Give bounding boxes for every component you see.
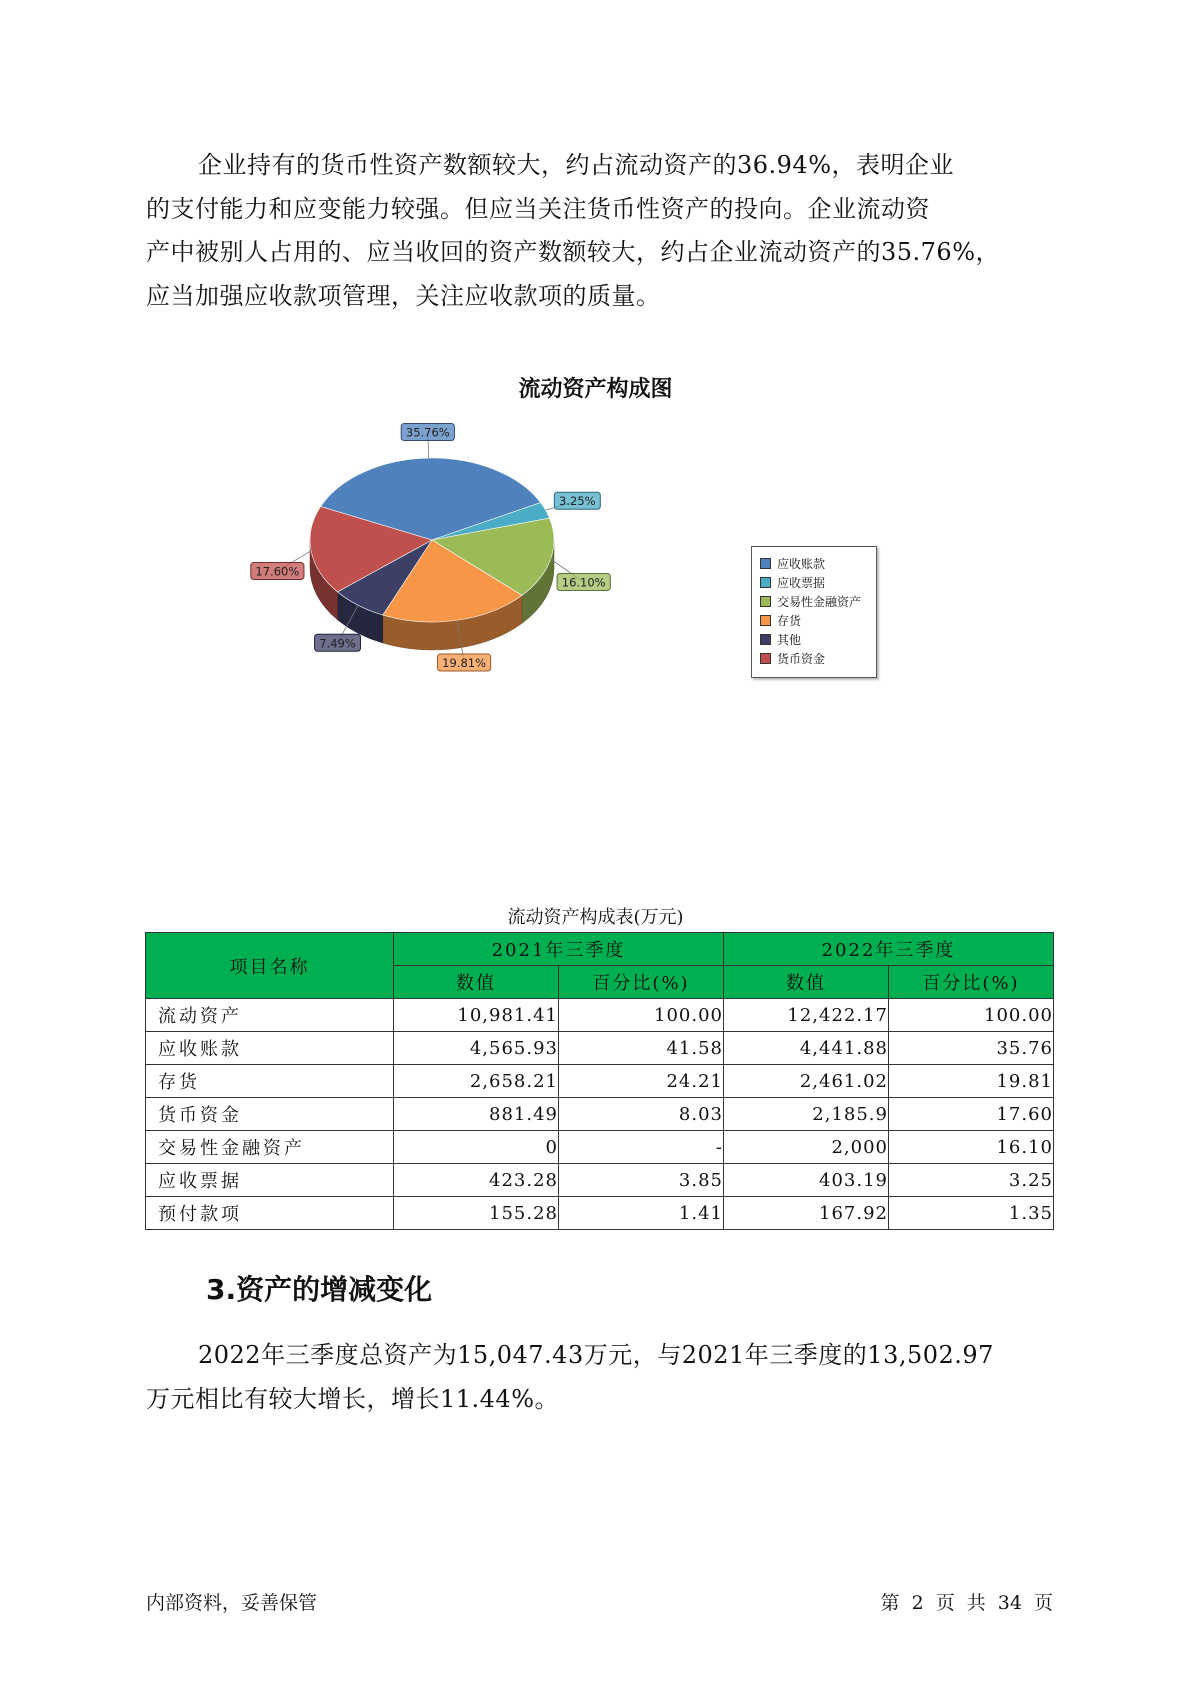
- row-value-2022: 167.92: [724, 1197, 889, 1230]
- row-value-2022: 4,441.88: [724, 1032, 889, 1065]
- pie-data-label: 3.25%: [559, 494, 596, 509]
- row-pct-2022: 35.76: [889, 1032, 1054, 1065]
- row-pct-2022: 17.60: [889, 1098, 1054, 1131]
- section-paragraph: [146, 1334, 1054, 1421]
- legend-item: [760, 650, 876, 669]
- row-pct-2022: 100.00: [889, 999, 1054, 1032]
- row-value-2021: 155.28: [394, 1197, 559, 1230]
- row-value-2021: 10,981.41: [394, 999, 559, 1032]
- row-name: 货币资金: [146, 1098, 394, 1131]
- legend-item: [760, 612, 876, 631]
- section-line-1: 2022年三季度总资产为15,047.43万元，与2021年三季度的13,502.97: [198, 1341, 994, 1369]
- row-name: 应收票据: [146, 1164, 394, 1197]
- pie-chart: [220, 420, 640, 700]
- section-title: 3.资产的增减变化: [206, 1273, 433, 1306]
- header-value-2021: 数值: [394, 966, 559, 999]
- pie-data-label: 17.60%: [255, 564, 300, 579]
- row-pct-2022: 16.10: [889, 1131, 1054, 1164]
- intro-line-2: 的支付能力和应变能力较强。但应当关注货币性资产的投向。企业流动资: [146, 194, 930, 223]
- chart-legend: [751, 546, 877, 678]
- pie-data-label: 16.10%: [561, 575, 606, 590]
- intro-line-4: 应当加强应收款项管理，关注应收款项的质量。: [146, 281, 661, 310]
- legend-swatch: [760, 653, 771, 664]
- row-value-2022: 2,000: [724, 1131, 889, 1164]
- legend-label: 其他: [777, 633, 802, 647]
- legend-item: [760, 631, 876, 650]
- legend-label: 货币资金: [777, 652, 826, 666]
- header-pct-2021: 百分比(%): [559, 966, 724, 999]
- footer-confidential-note: 内部资料，妥善保管: [146, 1592, 318, 1614]
- row-pct-2021: 41.58: [559, 1032, 724, 1065]
- section-line-2: 万元相比有较大增长，增长11.44%。: [146, 1384, 560, 1413]
- legend-swatch: [760, 577, 771, 588]
- row-value-2021: 881.49: [394, 1098, 559, 1131]
- table-row: [146, 1197, 1054, 1230]
- row-value-2021: 423.28: [394, 1164, 559, 1197]
- legend-item: [760, 593, 876, 612]
- chart-title: 流动资产构成图: [518, 377, 673, 402]
- legend-label: 应收账款: [777, 557, 826, 571]
- legend-swatch: [760, 634, 771, 645]
- header-pct-2022: 百分比(%): [889, 966, 1054, 999]
- table-row: [146, 1098, 1054, 1131]
- row-name: 应收账款: [146, 1032, 394, 1065]
- row-pct-2022: 3.25: [889, 1164, 1054, 1197]
- row-pct-2021: 24.21: [559, 1065, 724, 1098]
- row-name: 预付款项: [146, 1197, 394, 1230]
- row-value-2022: 12,422.17: [724, 999, 889, 1032]
- legend-swatch: [760, 596, 771, 607]
- table-caption: 流动资产构成表(万元): [507, 907, 684, 928]
- row-name: 存货: [146, 1065, 394, 1098]
- row-pct-2021: 8.03: [559, 1098, 724, 1131]
- legend-item: [760, 574, 876, 593]
- legend-label: 交易性金融资产: [777, 595, 862, 609]
- row-value-2022: 403.19: [724, 1164, 889, 1197]
- row-pct-2021: 100.00: [559, 999, 724, 1032]
- table-row: [146, 1164, 1054, 1197]
- row-value-2022: 2,461.02: [724, 1065, 889, 1098]
- row-pct-2021: 1.41: [559, 1197, 724, 1230]
- footer-page-number: 第 2 页 共 34 页: [880, 1592, 1053, 1614]
- legend-swatch: [760, 558, 771, 569]
- intro-paragraph: [146, 144, 1054, 318]
- pie-data-label: 7.49%: [319, 636, 356, 651]
- row-pct-2022: 19.81: [889, 1065, 1054, 1098]
- header-item-name: 项目名称: [146, 933, 394, 999]
- table-row: [146, 1032, 1054, 1065]
- pie-data-label: 35.76%: [405, 425, 450, 440]
- pie-data-label: 19.81%: [442, 655, 487, 670]
- row-pct-2022: 1.35: [889, 1197, 1054, 1230]
- header-period-2022: 2022年三季度: [724, 933, 1054, 966]
- row-pct-2021: -: [559, 1131, 724, 1164]
- legend-label: 应收票据: [777, 576, 826, 590]
- row-pct-2021: 3.85: [559, 1164, 724, 1197]
- header-period-2021: 2021年三季度: [394, 933, 724, 966]
- intro-line-1: 企业持有的货币性资产数额较大，约占流动资产的36.94%，表明企业: [198, 151, 955, 179]
- header-value-2022: 数值: [724, 966, 889, 999]
- row-value-2022: 2,185.9: [724, 1098, 889, 1131]
- legend-swatch: [760, 615, 771, 626]
- table-row: [146, 999, 1054, 1032]
- row-value-2021: 4,565.93: [394, 1032, 559, 1065]
- row-name: 交易性金融资产: [146, 1131, 394, 1164]
- table-row: [146, 1131, 1054, 1164]
- intro-line-3: 产中被别人占用的、应当收回的资产数额较大，约占企业流动资产的35.76%，: [146, 238, 1001, 266]
- row-value-2021: 0: [394, 1131, 559, 1164]
- legend-label: 存货: [777, 614, 802, 628]
- legend-item: [760, 555, 876, 574]
- row-name: 流动资产: [146, 999, 394, 1032]
- table-row: [146, 1065, 1054, 1098]
- current-assets-table: [145, 932, 1054, 1230]
- row-value-2021: 2,658.21: [394, 1065, 559, 1098]
